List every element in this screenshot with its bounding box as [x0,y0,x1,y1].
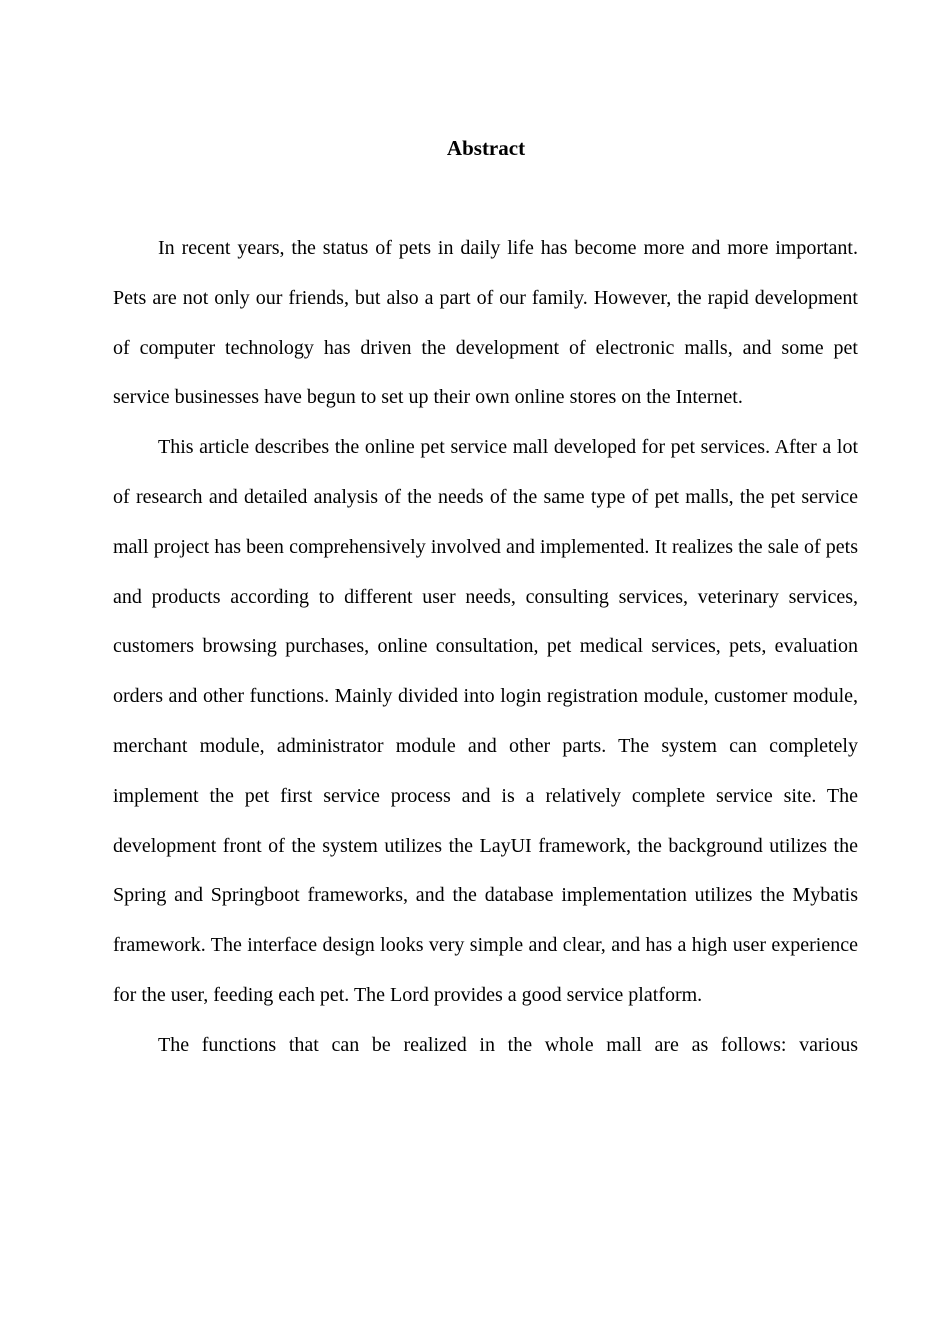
abstract-heading: Abstract [446,136,526,160]
paragraph-description: This article describes the online pet service mall developed for pet services. After a lot of research and detailed analysis of the needs of the same type of pet malls, the pet service mall project has been comprehensively involved and implemented. It realizes the sale of pets and products according to different user needs, consulting services, veterinary services, customers browsing purchases, online consultation, pet medical services, pets, evaluation orders and other functions. Mainly divided into login registration module, customer module, merchant module, administrator module and other parts. The system can completely implement the pet first service process and is a relatively complete service site. The development front of the system utilizes the LayUI framework, the background utilizes the Spring and Springboot frameworks, and the database implementation utilizes the Mybatis framework. The interface design looks very simple and clear, and has a high user experience for the user, feeding each pet. The Lord provides a good service platform. [113,436,858,1006]
abstract-body [113,224,858,1071]
paragraph-intro: In recent years, the status of pets in daily life has become more and more important. Pets are not only our friends, but also a part of our family. However, the rapid development of computer technology has driven the development of electronic malls, and some pet service businesses have begun to set up their own online stores on the Internet. [113,237,858,409]
paragraph-functions: The functions that can be realized in the whole mall are as follows: various [158,1033,858,1056]
